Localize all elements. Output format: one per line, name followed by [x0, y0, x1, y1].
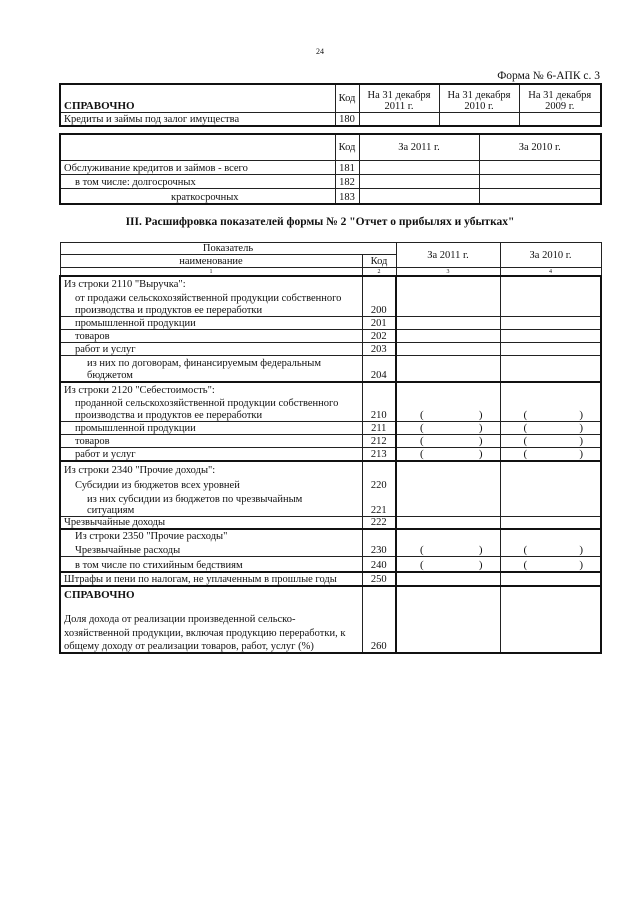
value-cell: [500, 476, 601, 491]
row-code: [362, 529, 396, 542]
date-header-2010: На 31 декабря 2010 г.: [439, 84, 519, 112]
row-code: 202: [362, 330, 396, 343]
value-cell: [500, 461, 601, 476]
value-cell: ( ): [500, 435, 601, 448]
value-cell: [396, 517, 500, 530]
value-cell: [439, 112, 519, 126]
row-name: проданной сельскохозяйственной продукции собственного: [60, 396, 362, 409]
row-code: 250: [362, 572, 396, 586]
value-cell: [500, 610, 601, 625]
value-cell: [500, 505, 601, 517]
row-code: 180: [335, 112, 359, 126]
value-cell: [396, 276, 500, 290]
reference-title: СПРАВОЧНО: [60, 84, 335, 112]
header-indicator: Показатель: [60, 243, 396, 255]
row-name: ситуациям: [60, 505, 362, 517]
value-cell: ( ): [396, 556, 500, 572]
header-2010: За 2010 г.: [500, 243, 601, 268]
row-code: [362, 290, 396, 304]
value-cell: [479, 160, 601, 174]
value-cell: [500, 330, 601, 343]
row-code: [362, 461, 396, 476]
value-cell: [479, 174, 601, 188]
row-name: Кредиты и займы под залог имущества: [60, 112, 335, 126]
row-code: 200: [362, 304, 396, 317]
row-name: работ и услуг: [60, 343, 362, 356]
row-code: 230: [362, 542, 396, 556]
row-name: промышленной продукции: [60, 422, 362, 435]
row-code: 211: [362, 422, 396, 435]
row-name: хозяйственной продукции, включая продукцию переработки, к: [60, 625, 362, 639]
value-cell: [500, 625, 601, 639]
code-header: Код: [335, 84, 359, 112]
row-code: 240: [362, 556, 396, 572]
row-code: 182: [335, 174, 359, 188]
col-number: 1: [60, 268, 362, 276]
value-cell: [500, 572, 601, 586]
col-number: 3: [396, 268, 500, 276]
value-cell: [396, 382, 500, 396]
value-cell: [396, 461, 500, 476]
value-cell: [396, 476, 500, 491]
row-name: в том числе: долгосрочных: [60, 174, 335, 188]
value-cell: [500, 304, 601, 317]
blank-cell: [60, 134, 335, 160]
row-name: Доля дохода от реализации произведенной сельско-: [60, 610, 362, 625]
value-cell: [396, 369, 500, 382]
row-name: Обслуживание кредитов и займов - всего: [60, 160, 335, 174]
value-cell: [396, 290, 500, 304]
value-cell: [396, 610, 500, 625]
row-code: 181: [335, 160, 359, 174]
row-name: краткосрочных: [60, 188, 335, 204]
row-code: 183: [335, 188, 359, 204]
row-code: 203: [362, 343, 396, 356]
row-code: [362, 382, 396, 396]
period-header-2010: За 2010 г.: [479, 134, 601, 160]
value-cell: [396, 639, 500, 653]
value-cell: [500, 586, 601, 610]
value-cell: [500, 343, 601, 356]
value-cell: [396, 529, 500, 542]
row-name: работ и услуг: [60, 448, 362, 461]
value-cell: ( ): [396, 422, 500, 435]
value-cell: [396, 330, 500, 343]
value-cell: [359, 112, 439, 126]
value-cell: [396, 572, 500, 586]
value-cell: [396, 304, 500, 317]
value-cell: [500, 290, 601, 304]
col-number: 4: [500, 268, 601, 276]
row-name: из них по договорам, финансируемым федеральным: [60, 356, 362, 369]
value-cell: [500, 382, 601, 396]
row-name: производства и продуктов ее переработки: [60, 304, 362, 317]
row-name: товаров: [60, 435, 362, 448]
value-cell: [396, 505, 500, 517]
value-cell: [359, 160, 479, 174]
value-cell: ( ): [396, 409, 500, 422]
row-code: 221: [362, 505, 396, 517]
header-code: Код: [362, 255, 396, 268]
date-header-2011: На 31 декабря 2011 г.: [359, 84, 439, 112]
row-name: товаров: [60, 330, 362, 343]
value-cell: [500, 396, 601, 409]
row-code: 212: [362, 435, 396, 448]
value-cell: [396, 491, 500, 505]
row-code: 260: [362, 639, 396, 653]
reference-table: [59, 83, 602, 127]
value-cell: [359, 174, 479, 188]
reference-title: СПРАВОЧНО: [60, 586, 362, 610]
row-name: Из строки 2340 "Прочие доходы":: [60, 461, 362, 476]
value-cell: [396, 586, 500, 610]
row-name: от продажи сельскохозяйственной продукции собственного: [60, 290, 362, 304]
value-cell: [359, 188, 479, 204]
row-name: производства и продуктов ее переработки: [60, 409, 362, 422]
row-code: 222: [362, 517, 396, 530]
row-code: [362, 396, 396, 409]
value-cell: [500, 529, 601, 542]
value-cell: [396, 343, 500, 356]
col-number: 2: [362, 268, 396, 276]
date-header-2009: На 31 декабря 2009 г.: [519, 84, 601, 112]
row-code: 213: [362, 448, 396, 461]
row-code: 204: [362, 369, 396, 382]
row-name: Чрезвычайные доходы: [60, 517, 362, 530]
row-code: 210: [362, 409, 396, 422]
section-title: III. Расшифровка показателей формы № 2 "Отчет о прибылях и убытках": [125, 216, 515, 228]
header-name: наименование: [60, 255, 362, 268]
page-number: 24: [316, 47, 324, 56]
row-name: Из строки 2120 "Себестоимость":: [60, 382, 362, 396]
row-name: Из строки 2350 "Прочие расходы": [60, 529, 362, 542]
row-code: 201: [362, 317, 396, 330]
value-cell: ( ): [396, 435, 500, 448]
row-code: 220: [362, 476, 396, 491]
row-name: Штрафы и пени по налогам, не уплаченным в прошлые годы: [60, 572, 362, 586]
row-code: [362, 586, 396, 610]
row-name: общему доходу от реализации товаров, работ, услуг (%): [60, 639, 362, 653]
value-cell: ( ): [500, 422, 601, 435]
code-header: Код: [335, 134, 359, 160]
value-cell: ( ): [396, 542, 500, 556]
form-label: Форма № 6-АПК с. 3: [497, 70, 600, 82]
value-cell: ( ): [500, 542, 601, 556]
value-cell: [500, 356, 601, 369]
header-2011: За 2011 г.: [396, 243, 500, 268]
value-cell: [396, 317, 500, 330]
row-code: [362, 276, 396, 290]
value-cell: ( ): [500, 556, 601, 572]
value-cell: [519, 112, 601, 126]
row-name: Субсидии из бюджетов всех уровней: [60, 476, 362, 491]
value-cell: [500, 517, 601, 530]
row-code: [362, 491, 396, 505]
value-cell: ( ): [500, 448, 601, 461]
row-name: промышленной продукции: [60, 317, 362, 330]
value-cell: [500, 317, 601, 330]
value-cell: [479, 188, 601, 204]
value-cell: [396, 356, 500, 369]
period-header-2011: За 2011 г.: [359, 134, 479, 160]
main-table: [59, 242, 602, 654]
reference-table-periods: [59, 133, 602, 205]
row-code: [362, 356, 396, 369]
row-name: бюджетом: [60, 369, 362, 382]
row-code: [362, 625, 396, 639]
row-name: Чрезвычайные расходы: [60, 542, 362, 556]
row-name: в том числе по стихийным бедствиям: [60, 556, 362, 572]
value-cell: [500, 369, 601, 382]
value-cell: [500, 276, 601, 290]
value-cell: [396, 625, 500, 639]
value-cell: ( ): [396, 448, 500, 461]
row-name: из них субсидии из бюджетов по чрезвычайным: [60, 491, 362, 505]
row-name: Из строки 2110 "Выручка":: [60, 276, 362, 290]
value-cell: [500, 491, 601, 505]
value-cell: ( ): [500, 409, 601, 422]
value-cell: [396, 396, 500, 409]
value-cell: [500, 639, 601, 653]
row-code: [362, 610, 396, 625]
